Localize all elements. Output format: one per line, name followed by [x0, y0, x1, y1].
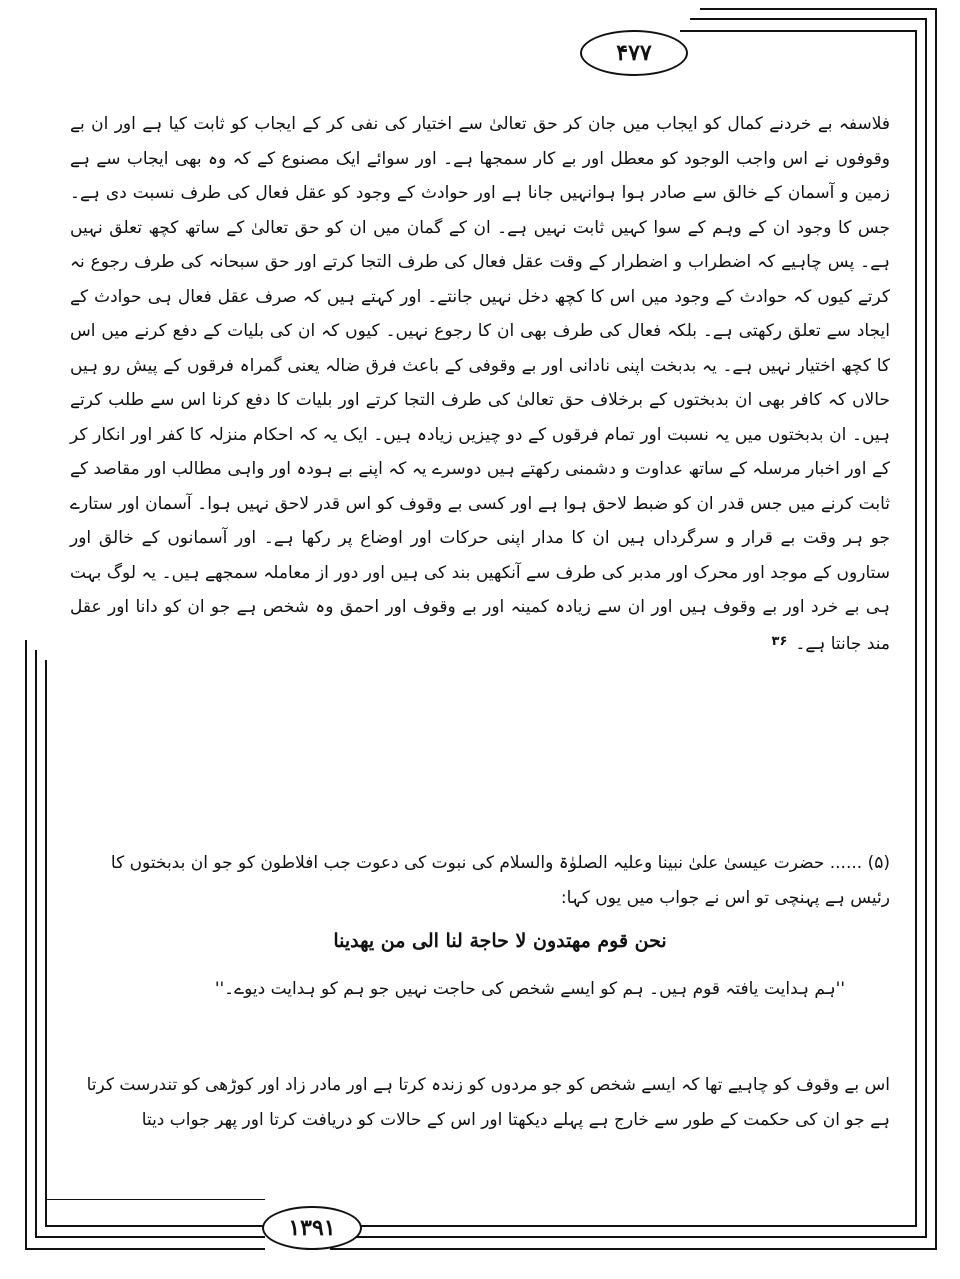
frame-line: [25, 640, 27, 1248]
frame-line: [915, 30, 917, 1225]
frame-line: [925, 18, 927, 1236]
footnote-ref: ۳۶: [771, 633, 788, 649]
frame-line: [350, 1225, 917, 1227]
frame-line: [45, 1199, 265, 1200]
paragraph-2-text: حضرت عیسیٰ علیٰ نبینا وعلیہ الصلوٰۃ والسلام کی نبوت کی دعوت جب افلاطون کو جو ان بدبختوں کا رئیس ہے پہنچی تو اس نے جواب میں یوں کہا:: [110, 853, 890, 908]
paragraph-1: [70, 107, 890, 661]
paragraph-1-text: فلاسفہ بے خردنے کمال کو ایجاب میں جان کر حق تعالیٰ سے اختیار کی نفی کر کے ایجاب کو ثابت کیا ہے اور ان بے وقوفوں نے اس واجب الوجود کو معطل اور بے کار سمجھا ہے۔ اور سوائے ایک مصنوع کے کہ وہ بھی ایجاب سے ہے زمین و آسمان کے خالق سے صادر ہوا ہوانہیں جانا ہے اور حوادث کے وجود کو عقل فعال کی طرف نسبت دی ہے۔ جس کا وجود ان کے وہم کے سوا کہیں ثابت نہیں ہے۔ ان کے گمان میں ان کو حق تعالیٰ کے ساتھ کچھ تعلق نہیں ہے۔ پس چاہیے کہ اضطراب و اضطرار کے وقت عقل فعال کی طرف التجا کرتے اور حق سبحانہ کی طرف رجوع نہ کرتے کیوں کہ حوادث کے وجود میں اس کا کچھ دخل نہیں جانتے۔ اور کہتے ہیں کہ صرف عقل فعال ہی حوادث کے ایجاد سے تعلق رکھتی ہے۔ بلکہ فعال کی طرف بھی ان کا رجوع نہیں۔ کیوں کہ ان کی بلیات کے دفع کرنے میں اس کا کچھ اختیار نہیں ہے۔ یہ بدبخت اپنی نادانی اور بے وقوفی کے باعث فرق ضالہ یعنی گمراہ فرقوں کے پیش رو ہیں حالاں کہ کافر بھی ان بدبختوں کے برخلاف حق تعالیٰ کی طرف التجا کرتے اور بلیات کا دفع کرنا اس سے طلب کرتے ہیں۔ ان بدبختوں میں یہ نسبت اور تمام فرقوں کے دو چیزیں زیادہ ہیں۔ ایک یہ کہ احکام منزلہ کا کفر اور انکار کر کے اور اخبار مرسلہ کے ساتھ عداوت و دشمنی رکھتے ہیں دوسرے یہ کہ اپنے بے ہودہ اور واہی مطالب اور مقاصد کے ثابت کرنے میں جس قدر ان کو ضبط لاحق ہوا ہے اور کسی بے وقوف کو اس قدر لاحق نہیں ہوا۔ آسمان اور ستارے جو ہر وقت بے قرار و سرگرداں ہیں ان کا مدار اپنی حرکات اور اوضاع پر رکھا ہے۔ اور آسمانوں کے خالق اور ستاروں کے موجد اور محرک اور مدبر کی طرف سے آنکھیں بند کی ہیں اور دور از معاملہ سمجھے ہیں۔ یہ لوگ بہت ہی بے خرد اور بے وقوف ہیں اور ان سے زیادہ کمینہ اور بے وقوف اور احمق وہ شخص ہے جو ان کو دانا اور عقل مند جانتا ہے۔: [70, 114, 890, 654]
frame-line: [680, 30, 917, 32]
frame-line: [330, 1248, 937, 1250]
urdu-quote-translation: ''ہم ہدایت یافتہ قوم ہیں۔ ہم کو ایسے شخص کی حاجت نہیں جو ہم کو ہدایت دیوے۔'': [214, 979, 845, 999]
frame-line: [340, 1236, 927, 1238]
arabic-quote: نحن قوم مهتدون لا حاجة لنا الى من يهدينا: [333, 930, 667, 952]
frame-line: [45, 660, 47, 1225]
page-number-bottom: ۱۳۹۱: [262, 1206, 362, 1250]
frame-line: [35, 1236, 265, 1238]
frame-line: [25, 1248, 265, 1250]
frame-line: [35, 650, 37, 1236]
frame-line: [935, 8, 937, 1248]
paragraph-2-number: (۵) ......: [829, 853, 890, 873]
paragraph-3: اس بے وقوف کو چاہیے تھا کہ ایسے شخص کو جو مردوں کو زندہ کرتا ہے اور مادر زاد اور کوڑھی کو تندرست کرتا ہے جو ان کی حکمت کے طور سے خارج ہے پہلے دیکھتا اور اس کے حالات کو دریافت کرتا اور پھر جواب دیتا: [86, 1075, 890, 1130]
frame-line: [700, 8, 937, 10]
frame-line: [690, 18, 927, 20]
paragraph-2: [70, 846, 890, 915]
frame-line: [45, 1225, 265, 1227]
page-number-top: ۴۷۷: [580, 30, 688, 76]
